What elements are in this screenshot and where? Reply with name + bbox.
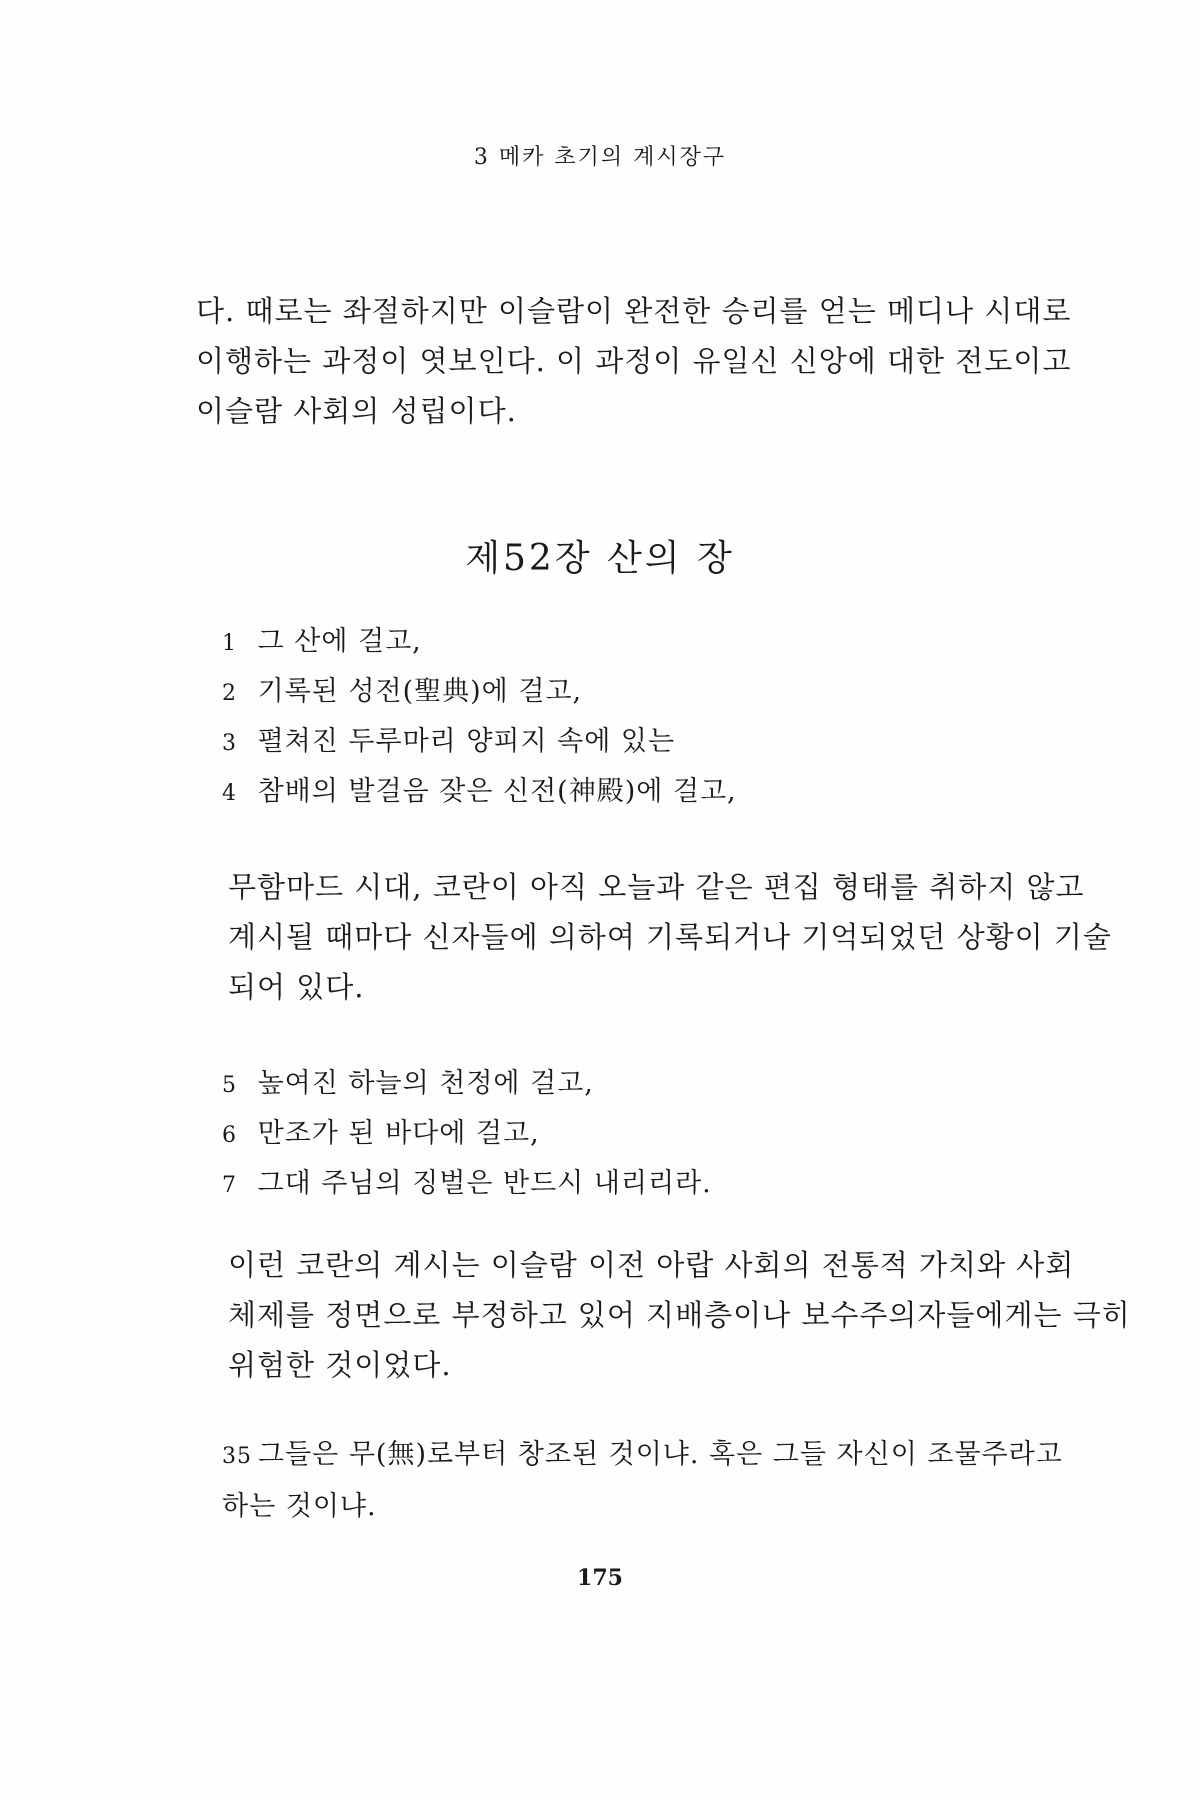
verse-number: 2 [222,681,237,706]
paragraph-line: 무함마드 시대, 코란이 아직 오늘과 같은 편집 형태를 취하지 않고 [228,870,1085,904]
verse-text: 펼쳐진 두루마리 양피지 속에 있는 [257,726,676,757]
verse-text: 참배의 발걸음 잦은 신전(神殿)에 걸고, [257,776,737,807]
verse-number: 4 [222,781,237,806]
verse-number: 3 [222,731,237,756]
verse-group-1 [222,618,1082,818]
commentary-paragraph-1 [196,862,1112,1012]
verse-text: 그들은 무(無)로부터 창조된 것이냐. 혹은 그들 자신이 조물주라고 [258,1439,1063,1470]
verse-text: 그 산에 걸고, [257,626,422,657]
verse-text: 하는 것이냐. [222,1491,377,1522]
verse-number: 7 [222,1173,237,1198]
paragraph-line: 이슬람 사회의 성립이다. [196,394,517,428]
commentary-paragraph-2 [196,1240,1131,1390]
verse-line [222,768,1082,818]
page-number: 175 [577,1565,623,1591]
verse-number: 1 [222,631,237,656]
verse-line [222,1160,1082,1210]
paragraph-line: 위험한 것이었다. [228,1348,452,1382]
paragraph-line: 다. 때로는 좌절하지만 이슬람이 완전한 승리를 얻는 메디나 시대로 [196,294,1072,328]
paragraph-line: 계시될 때마다 신자들에 의하여 기록되거나 기억되었던 상황이 기술 [228,920,1112,954]
verse-number: 35 [222,1444,252,1469]
paragraph-line: 체제를 정면으로 부정하고 있어 지배층이나 보수주의자들에게는 극히 [228,1298,1131,1332]
verse-line [222,1482,1082,1532]
verse-text: 기록된 성전(聖典)에 걸고, [257,676,583,707]
verse-text: 높여진 하늘의 천정에 걸고, [257,1068,594,1099]
intro-paragraph [196,286,1076,436]
chapter-title: 제52장 산의 장 [465,538,735,579]
verse-line [222,618,1082,668]
verse-text: 만조가 된 바다에 걸고, [257,1118,540,1149]
verse-number: 5 [222,1073,237,1098]
verse-line [222,1430,1082,1482]
paragraph-line: 되어 있다. [228,970,365,1004]
verse-group-2 [222,1060,1082,1210]
verse-line [222,1110,1082,1160]
verse-text: 그대 주님의 징벌은 반드시 내리리라. [257,1168,712,1199]
verse-line [222,718,1082,768]
verse-35 [222,1430,1082,1532]
verse-line [222,668,1082,718]
running-head: 3 메카 초기의 계시장구 [473,145,727,170]
verse-line [222,1060,1082,1110]
paragraph-line: 이런 코란의 계시는 이슬람 이전 아랍 사회의 전통적 가치와 사회 [228,1248,1075,1282]
verse-number: 6 [222,1123,237,1148]
paragraph-line: 이행하는 과정이 엿보인다. 이 과정이 유일신 신앙에 대한 전도이고 [196,344,1072,378]
